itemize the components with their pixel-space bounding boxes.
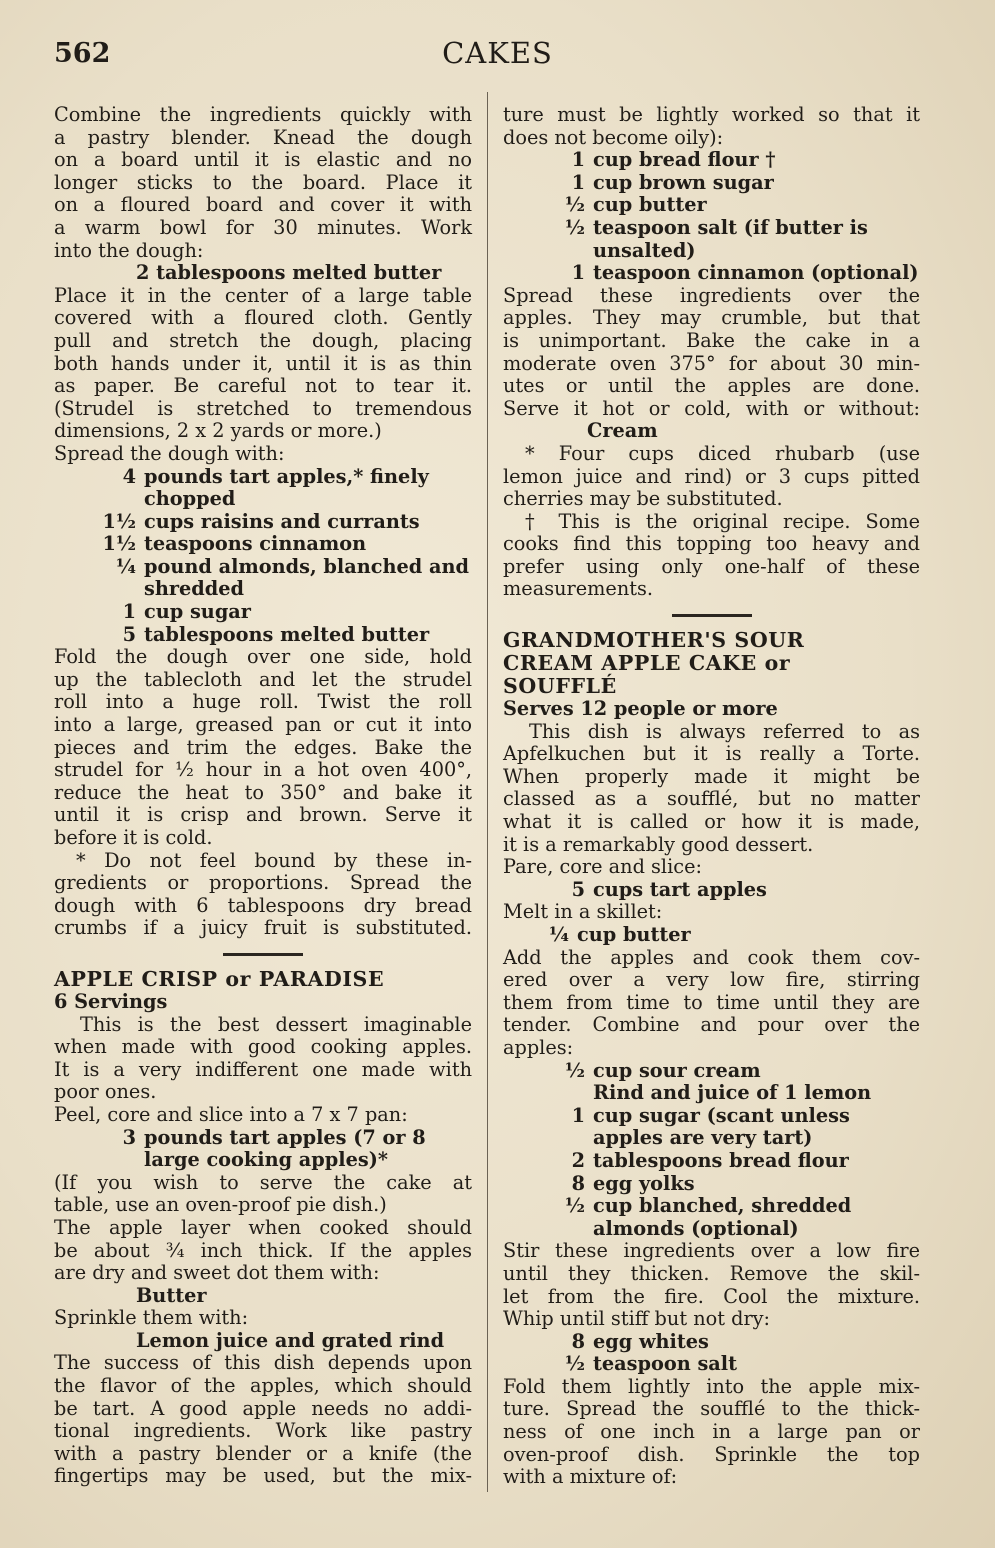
quantity: 5 [122,622,136,646]
footnote-line: cherries may be substituted. [503,487,783,511]
text-line: are dry and sweet dot them with: [54,1261,380,1285]
quantity: ½ [564,1058,585,1082]
ingredient-item [503,262,920,285]
footnote-line: prefer using only one-half of these [503,554,920,578]
ingredient-text: teaspoons cinnamon [144,532,367,556]
ingredient-line: Butter [136,1283,207,1307]
ingredient-item [503,879,920,902]
text-line: before it is cold. [54,826,213,849]
text-line: (If you wish to serve the cake at [54,1170,472,1194]
ingredient-text: cup butter [577,923,691,946]
ingredient-item [503,149,920,172]
quantity: ¼ [548,923,569,946]
ingredient-item [503,194,920,217]
ingredient-item [503,1060,920,1083]
text-line: with a mixture of: [503,1465,678,1489]
text-line: them from time to time until they are [503,990,920,1014]
text-line: up the tablecloth and let the strudel [54,667,472,691]
ingredient-item [54,556,472,601]
footnote-line: lemon juice and rind) or 3 cups pitted [503,464,920,488]
ingredient-item [54,1127,472,1172]
section-rule [672,614,752,617]
ingredient-item [54,533,472,556]
ingredient-line: Lemon juice and grated rind [136,1328,445,1352]
text-line: Melt in a skillet: [503,900,663,924]
quantity: ½ [564,215,585,239]
text-line: longer sticks to the board. Place it [54,170,472,194]
text-line: it is a remarkably good dessert. [503,832,814,856]
recipe-title: CREAM APPLE CAKE or [503,651,791,676]
text-line: be about ¾ inch thick. If the apples [54,1238,472,1262]
text-line: when made with good cooking apples. [54,1035,472,1059]
quantity: 8 [571,1329,585,1353]
section-rule [223,953,303,956]
text-line: Place it in the center of a large table [54,283,472,307]
footnote-line: * Four cups diced rhubarb (use [525,441,920,465]
text-line: Spread the dough with: [54,441,285,465]
footnote-line: cooks find this topping too heavy and [503,532,920,556]
text-line: the flavor of the apples, which should [54,1374,472,1398]
text-line: both hands under it, until it is as thin [54,351,472,375]
text-line: dimensions, 2 x 2 yards or more.) [54,419,382,443]
quantity: 1 [571,261,585,285]
ingredient-item [503,1150,920,1173]
text-line: This is the best dessert imaginable [80,1012,472,1036]
quantity: 3 [122,1125,136,1149]
quantity: 1 [571,1103,585,1127]
column-divider [487,92,488,1492]
text-line: be tart. A good apple needs no addi- [54,1396,472,1420]
text-line: Apfelkuchen but it is really a Torte. [503,742,920,766]
ingredient-item [503,1353,920,1376]
quantity [503,1082,593,1105]
quantity: 1 [122,600,136,624]
ingredient-text: cup brown sugar [593,170,774,194]
ingredient-text: cup sugar (scant unless apples are very tart) [593,1103,850,1150]
text-line: with a pastry blender or a knife (the [54,1441,472,1465]
ingredient-text: teaspoon salt [593,1352,738,1376]
text-line: reduce the heat to 350° and bake it [54,780,472,804]
text-line: Pare, core and slice: [503,855,702,879]
ingredient-text: teaspoon cinnamon (optional) [593,261,919,285]
ingredient-item [503,1195,920,1240]
text-line: as paper. Be careful not to tear it. [54,374,472,398]
ingredient-item [503,1082,920,1105]
ingredient-text: pounds tart apples,* finely chopped [144,464,429,511]
text-line: pieces and trim the edges. Bake the [54,735,472,759]
footnote-line: * Do not feel bound by these in- [76,848,472,872]
text-line: on a floured board and cover it with [54,193,472,217]
ingredient-text: cups raisins and currants [144,509,420,533]
ingredient-text: tablespoons bread flour [593,1148,849,1172]
quantity: 1½ [102,509,136,533]
text-line: ture. Spread the soufflé to the thick- [503,1397,920,1421]
text-line: into the dough: [54,238,204,262]
quantity: 1½ [102,532,136,556]
footnote-line: gredients or proportions. Spread the [54,871,472,895]
ingredient-text: pound almonds, blanched and shredded [144,554,469,601]
text-line: ness of one inch in a large pan or [503,1420,920,1444]
page-header [0,32,995,72]
text-line: Spread these ingredients over the [503,283,920,307]
quantity: 2 [571,1148,585,1172]
ingredient-text: egg yolks [593,1171,695,1195]
text-line: Serve it hot or cold, with or without: [503,396,920,420]
text-line: ture must be lightly worked so that it [503,103,920,126]
text-line: Stir these ingredients over a low fire [503,1239,920,1263]
text-line: fingertips may be used, but the mix- [54,1464,472,1488]
ingredient-item [503,1105,920,1150]
text-line: tender. Combine and pour over the [503,1013,920,1037]
text-line: It is a very indifferent one made with [54,1057,472,1081]
ingredient-item [54,601,472,624]
right-column [503,104,920,1489]
text-line: tional ingredients. Work like pastry [54,1419,472,1443]
text-line: on a board until it is elastic and no [54,148,472,172]
ingredient-text: pounds tart apples (7 or 8 large cooking apples)* [144,1125,426,1172]
text-line: classed as a soufflé, but no matter [503,787,920,811]
text-line: Peel, core and slice into a 7 x 7 pan: [54,1102,408,1126]
footnote-line: † This is the original recipe. Some [525,509,920,533]
text-line: what it is called or how it is made, [503,810,920,834]
ingredient-text: cup blanched, shredded almonds (optional) [593,1194,852,1240]
serving-size: 6 Servings [54,989,168,1013]
text-line: (Strudel is stretched to tremendous [54,396,472,420]
ingredient-item [503,217,920,262]
text-line: ered over a very low fire, stirring [503,968,920,992]
ingredient-text: Rind and juice of 1 lemon [593,1081,872,1105]
quantity: 4 [122,464,136,488]
footnote-line: measurements. [503,577,654,601]
text-line: This dish is always referred to as [529,719,920,743]
text-line: into a large, greased pan or cut it into [54,713,472,737]
quantity: 1 [571,148,585,172]
quantity: 5 [571,877,585,901]
text-line: oven-proof dish. Sprinkle the top [503,1442,920,1466]
ingredient-item [54,624,472,647]
quantity: 1 [571,170,585,194]
quantity: ¼ [115,554,136,578]
text-line: roll into a huge roll. Twist the roll [54,690,472,714]
text-line: Whip until stiff but not dry: [503,1307,771,1331]
ingredient-text: teaspoon salt (if butter is unsalted) [593,215,868,262]
text-line: strudel for ½ hour in a hot oven 400°, [54,758,472,782]
recipe-title: APPLE CRISP or PARADISE [54,966,385,991]
left-column [54,104,472,1488]
text-line: moderate oven 375° for about 30 min- [503,351,920,375]
ingredient-line: Cream [587,419,658,443]
ingredient-item [503,1331,920,1354]
text-line: apples. They may crumble, but that [503,306,920,330]
quantity: ½ [564,1352,585,1376]
ingredient-line: 2 tablespoons melted butter [136,261,442,285]
text-line: pull and stretch the dough, placing [54,328,472,352]
text-line: does not become oily): [503,125,724,149]
text-line: apples: [503,1035,574,1059]
text-line: is unimportant. Bake the cake in a [503,328,920,352]
serving-size: Serves 12 people or more [503,697,778,721]
ingredient-text: egg whites [593,1329,709,1353]
footnote-line: crumbs if a juicy fruit is substituted. [54,916,472,940]
ingredient-item [503,1173,920,1196]
ingredient-item [54,511,472,534]
text-line: until they thicken. Remove the skil- [503,1261,920,1285]
text-line: a warm bowl for 30 minutes. Work [54,215,472,239]
text-line: Fold them lightly into the apple mix- [503,1374,920,1398]
recipe-title: GRANDMOTHER'S SOUR [503,628,805,653]
quantity: ½ [564,193,585,217]
text-line: until it is crisp and brown. Serve it [54,803,472,827]
ingredient-text: cup bread flour † [593,148,776,172]
text-line: table, use an oven-proof pie dish.) [54,1193,387,1217]
ingredient-text: tablespoons melted butter [144,622,430,646]
ingredient-text: cup sugar [144,600,251,624]
text-line: Sprinkle them with: [54,1306,249,1330]
ingredient-item [54,466,472,511]
text-line: Add the apples and cook them cov- [503,945,920,969]
text-line: poor ones. [54,1080,157,1104]
text-line: covered with a floured cloth. Gently [54,306,472,330]
quantity: 8 [571,1171,585,1195]
text-line: The success of this dish depends upon [54,1351,472,1375]
text-line: Combine the ingredients quickly with [54,103,472,126]
text-line: The apple layer when cooked should [54,1215,472,1239]
ingredient-item [503,924,920,947]
recipe-title: SOUFFLÉ [503,674,617,699]
quantity: ½ [564,1194,585,1218]
text-line: let from the fire. Cool the mixture. [503,1284,920,1308]
text-line: utes or until the apples are done. [503,374,920,398]
ingredient-text: cup butter [593,193,707,217]
ingredient-item [503,172,920,195]
text-line: When properly made it might be [503,764,920,788]
page-number: 562 [54,38,111,69]
ingredient-text: cup sour cream [593,1058,761,1082]
text-line: Fold the dough over one side, hold [54,645,472,669]
footnote-line: dough with 6 tablespoons dry bread [54,893,472,917]
text-line: a pastry blender. Knead the dough [54,125,472,149]
running-title: CAKES [442,36,553,70]
ingredient-text: cups tart apples [593,877,767,901]
